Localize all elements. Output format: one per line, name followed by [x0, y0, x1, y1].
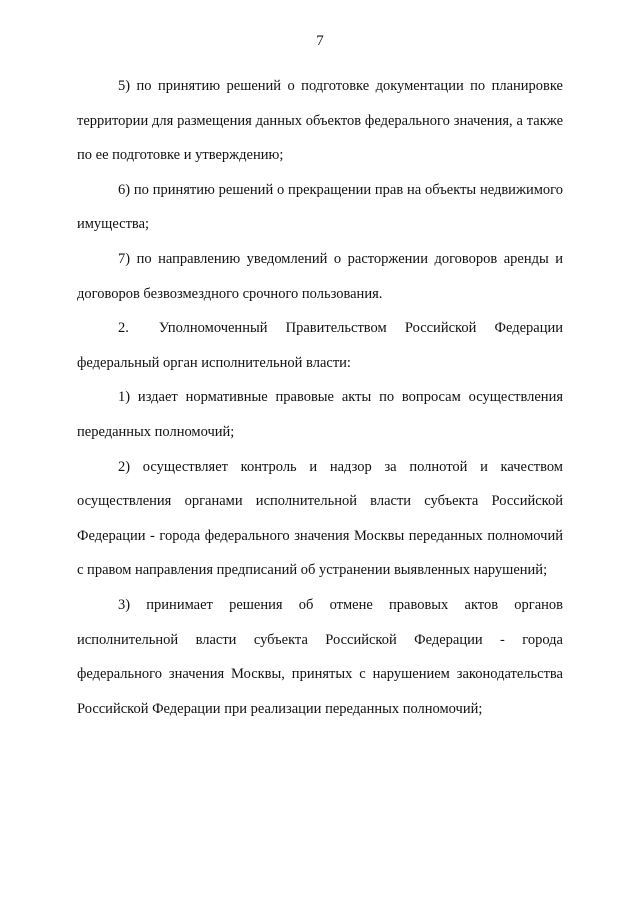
sub-item-2: 2) осуществляет контроль и надзор за полнотой и качеством осуществления органами исполнительной власти субъекта Российской Федерации - города федерального значения Москвы переданных полномочий с правом направления предписаний об устранении выявленных нарушений; — [77, 458, 563, 579]
list-item-5: 5) по принятию решений о подготовке документации по планировке территории для размещения данных объектов федерального значения, а также по ее подготовке и утверждению; — [77, 78, 563, 164]
section-number: 2. — [118, 320, 129, 337]
page-number: 7 — [316, 33, 324, 49]
sub-item-3: 3) принимает решения об отмене правовых актов органов исполнительной власти субъекта Российской Федерации - города федерального значения Москвы, принятых с нарушением законодательства Российской Федерации при реализации переданных полномочий; — [77, 596, 563, 717]
section-2-paragraph — [77, 311, 563, 380]
list-item-6: 6) по принятию решений о прекращении прав на объекты недвижимого имущества; — [77, 181, 563, 233]
section-2-text: Уполномоченный Правительством Российской Федерации федеральный орган исполнительной власти: — [77, 320, 563, 371]
sub-item-1: 1) издает нормативные правовые акты по вопросам осуществления переданных полномочий; — [77, 389, 563, 440]
document-body — [77, 69, 563, 726]
list-item-7: 7) по направлению уведомлений о расторжении договоров аренды и договоров безвозмездного срочного пользования. — [77, 250, 563, 302]
